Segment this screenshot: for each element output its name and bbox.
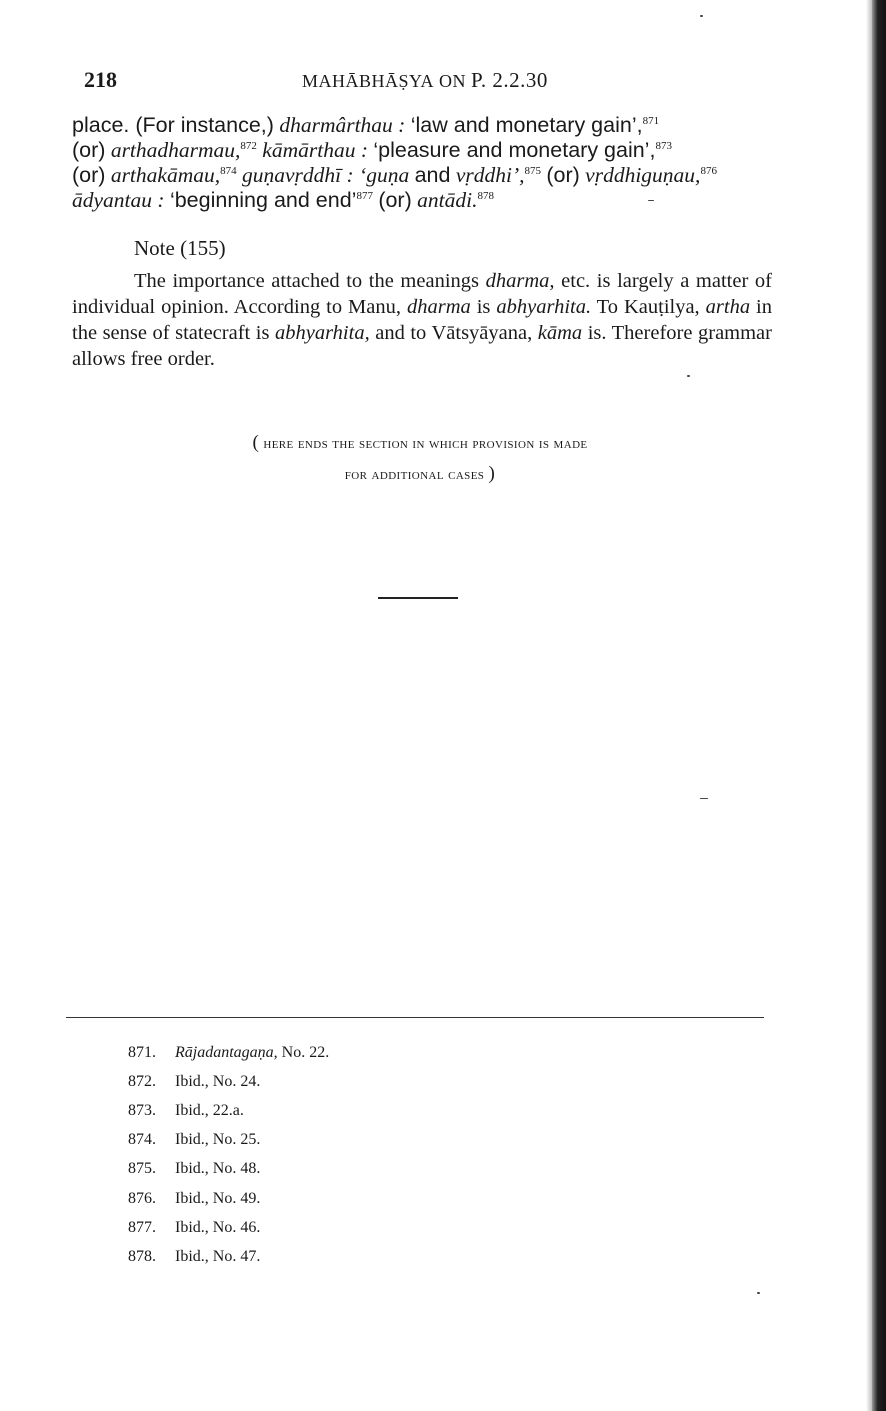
italic-term: vṛddhi’,: [455, 163, 525, 187]
italic-term: dharma: [406, 296, 471, 318]
footnote-ref-871[interactable]: 871: [642, 114, 660, 127]
footnote-number: 878.: [128, 1247, 156, 1265]
footnote-item: [128, 1096, 329, 1125]
closing-line-1: [120, 428, 720, 459]
footnote-number: 876.: [128, 1189, 156, 1207]
text-segment: The importance attached to the meanings: [134, 270, 486, 292]
footnote-text: No. 22.: [277, 1043, 330, 1061]
footnote-italic-text: Rājadantagaṇa,: [175, 1043, 278, 1061]
footnote-ref-872[interactable]: 872: [240, 139, 257, 152]
footnote-text: Ibid., 22.a.: [175, 1101, 244, 1119]
text-segment: and to Vātsyāyana,: [369, 322, 538, 344]
text-segment: To Kauṭilya,: [591, 296, 706, 318]
italic-term: vṛddhiguṇau,: [585, 163, 701, 187]
running-head-reference: P. 2.2.30: [471, 68, 548, 92]
footnote-item: [128, 1038, 329, 1067]
footnote-ref-875[interactable]: 875: [524, 164, 541, 177]
note-heading: Note (155): [134, 236, 226, 260]
section-end-rule: [378, 597, 458, 599]
closing-text: for additional cases: [344, 467, 485, 483]
text-segment: (or): [546, 163, 580, 187]
footnote-text: Ibid., No. 24.: [175, 1072, 261, 1090]
example-line-2: [72, 138, 782, 163]
text-segment: ‘beginning and end’: [169, 188, 357, 212]
italic-term: abhyarhita,: [274, 322, 370, 344]
closing-text: here ends the section in which provision is made: [263, 436, 588, 452]
text-segment: is: [470, 296, 497, 318]
footnote-item: [128, 1155, 329, 1184]
italic-term: arthakāmau,: [110, 163, 221, 187]
italic-term: dharmârthau :: [279, 113, 406, 137]
footnote-number: 875.: [128, 1160, 156, 1178]
footnote-item: [128, 1067, 329, 1096]
text-segment: ‘pleasure and monetary gain’,: [373, 138, 656, 162]
paren: ): [488, 463, 496, 484]
scan-speck: [687, 375, 690, 377]
paren: (: [252, 432, 260, 453]
italic-term: antādi.: [417, 188, 478, 212]
footnote-ref-878[interactable]: 878: [477, 189, 494, 202]
footnote-text: Ibid., No. 49.: [175, 1189, 261, 1207]
text-segment: and: [414, 163, 451, 187]
footnote-text: Ibid., No. 46.: [175, 1218, 261, 1236]
footnotes-list: [128, 1038, 329, 1272]
running-head: [302, 68, 548, 93]
footnote-item: [128, 1126, 329, 1155]
footnote-item: [128, 1213, 329, 1242]
italic-term: guṇa: [366, 163, 410, 187]
scan-speck: [648, 200, 654, 201]
scan-speck: [700, 798, 708, 799]
footnote-text: Ibid., No. 25.: [175, 1131, 261, 1149]
example-line-4: [72, 188, 782, 213]
section-closing-note: [120, 428, 720, 490]
text-segment: in the sense of statecraft is: [72, 296, 772, 344]
footnote-text: Ibid., No. 48.: [175, 1160, 261, 1178]
text-segment: place. (For instance,): [72, 113, 274, 137]
footnote-ref-876[interactable]: 876: [700, 164, 717, 177]
text-segment: (or): [72, 138, 106, 162]
footnote-number: 871.: [128, 1043, 156, 1061]
footnote-number: 874.: [128, 1131, 156, 1149]
footnote-number: 872.: [128, 1072, 156, 1090]
italic-term: abhyarhita.: [496, 296, 592, 318]
scan-binding-edge: [872, 0, 886, 1411]
scan-speck: [757, 1292, 760, 1294]
footnote-item: [128, 1184, 329, 1213]
running-head-title: MAHĀBHĀṢYA: [302, 71, 435, 91]
italic-term: arthadharmau,: [110, 138, 241, 162]
text-segment: is. Therefore grammar allows free order.: [72, 322, 772, 370]
running-head-on: ON: [439, 71, 467, 91]
footnote-item: [128, 1242, 329, 1271]
italic-term: kāma: [537, 322, 583, 344]
text-segment: ‘law and monetary gain’,: [410, 113, 643, 137]
example-paragraph: [72, 113, 782, 213]
closing-line-2: [120, 459, 720, 490]
text-segment: (or): [72, 163, 106, 187]
footnote-text: Ibid., No. 47.: [175, 1247, 261, 1265]
footnote-ref-873[interactable]: 873: [655, 139, 672, 152]
text-segment: etc. is largely a matter of individual opinion. According to Manu,: [72, 270, 772, 318]
footnote-ref-874[interactable]: 874: [220, 164, 237, 177]
footnote-number: 877.: [128, 1218, 156, 1236]
text-segment: (or): [378, 188, 412, 212]
example-line-1: [72, 113, 782, 138]
page-number: 218: [84, 67, 117, 92]
italic-term: kāmārthau :: [262, 138, 368, 162]
italic-term: guṇavṛddhī : ‘: [241, 163, 367, 187]
scan-speck: [700, 15, 703, 17]
example-line-3: [72, 163, 782, 188]
note-paragraph: [72, 268, 772, 372]
footnote-ref-877[interactable]: 877: [356, 189, 373, 202]
italic-term: artha: [705, 296, 751, 318]
footnote-number: 873.: [128, 1101, 156, 1119]
italic-term: ādyantau :: [72, 188, 165, 212]
footnote-separator-rule: [66, 1017, 764, 1018]
italic-term: dharma,: [485, 270, 555, 292]
